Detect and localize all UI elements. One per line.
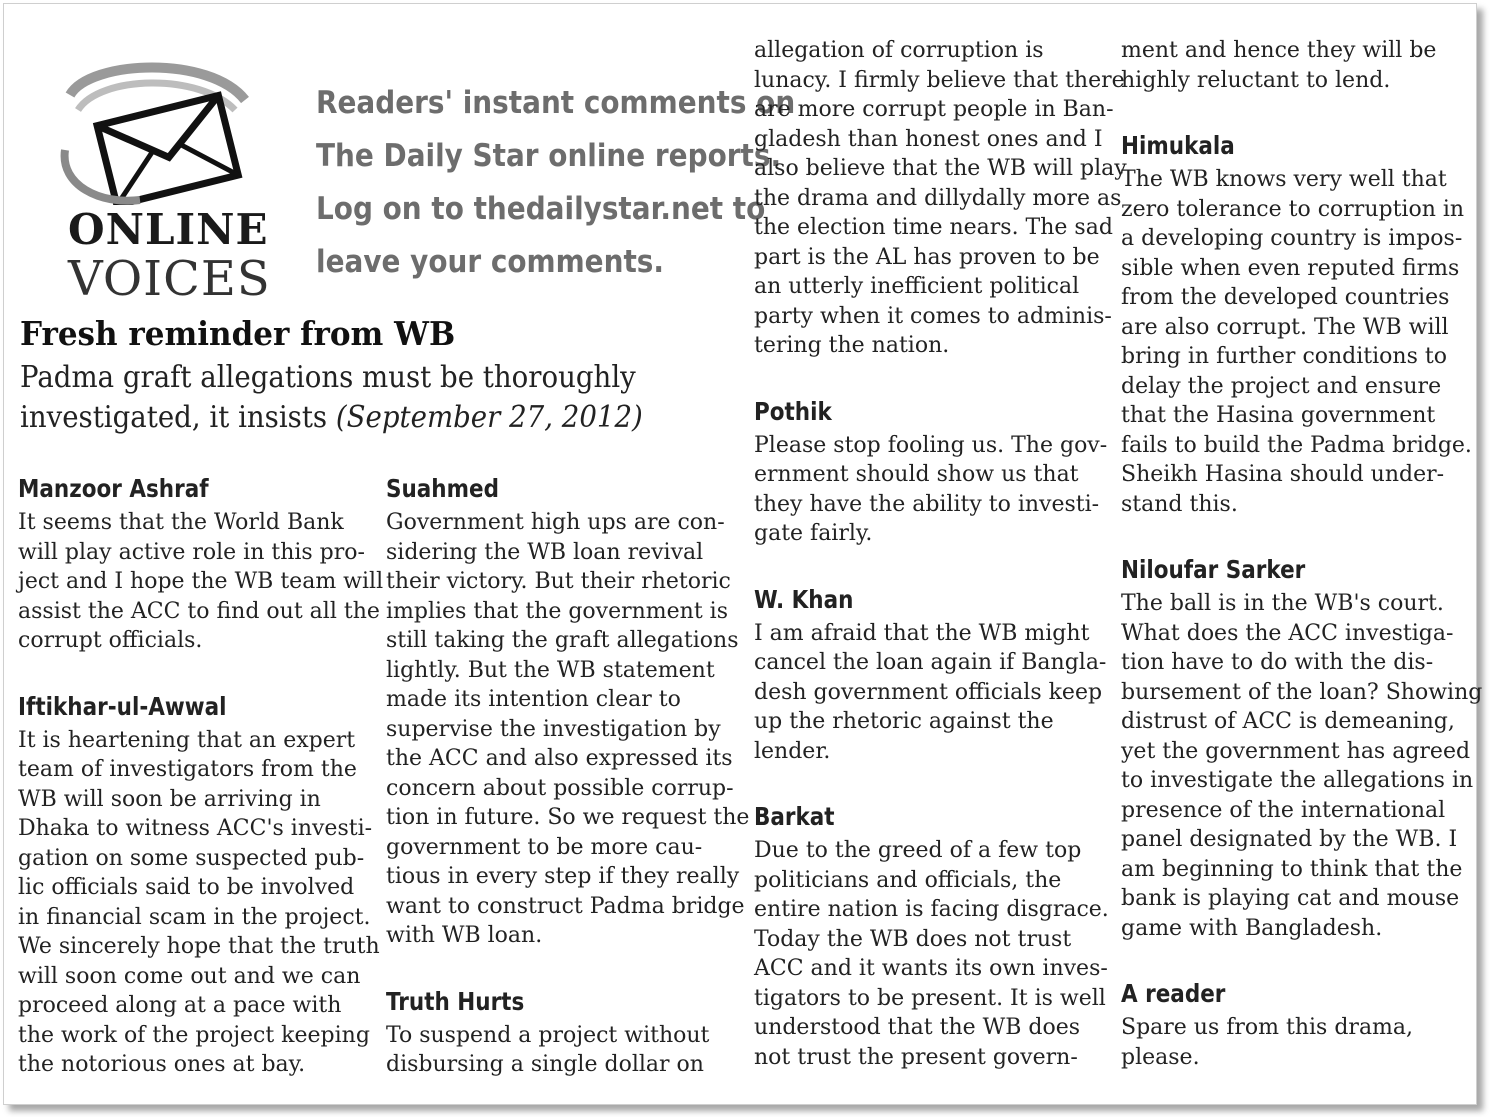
text-line: the notorious ones at bay. bbox=[18, 1052, 306, 1077]
text-line: tious in every step if they really bbox=[386, 864, 740, 889]
text-line: lender. bbox=[754, 738, 831, 764]
text-line: Spare us from this drama, bbox=[1121, 1015, 1414, 1040]
comment bbox=[18, 691, 380, 1080]
text-line: made its intention clear to bbox=[386, 687, 681, 712]
text-line: bank is playing cat and mouse bbox=[1121, 886, 1460, 911]
comment bbox=[754, 396, 1108, 549]
text-line: presence of the international bbox=[1121, 797, 1446, 823]
comment-text bbox=[754, 431, 1108, 549]
text-line: distrust of ACC is demeaning, bbox=[1121, 709, 1455, 734]
text-line: lic officials said to be involved bbox=[18, 875, 355, 900]
commenter-name: Barkat bbox=[754, 802, 835, 831]
comment-text bbox=[386, 508, 750, 951]
text-line: allegation of corruption is bbox=[754, 38, 1044, 63]
text-line: from the developed countries bbox=[1121, 285, 1450, 310]
text-line: ACC and it wants its own inves- bbox=[754, 956, 1108, 981]
text-line: want to construct Padma bridge bbox=[386, 893, 745, 919]
text-line: lunacy. I firmly believe that there bbox=[754, 67, 1125, 93]
text-line: to investigate the allegations in bbox=[1121, 768, 1474, 793]
text-line: part is the AL has proven to be bbox=[754, 244, 1100, 270]
column-3 bbox=[754, 36, 1127, 1108]
column-4 bbox=[1121, 36, 1483, 1108]
subhead bbox=[20, 358, 682, 438]
commenter-name: Pothik bbox=[754, 396, 832, 426]
text-line: zero tolerance to corruption in bbox=[1121, 196, 1465, 222]
text-line: I am afraid that the WB might bbox=[754, 620, 1090, 646]
text-line: highly reluctant to lend. bbox=[1121, 67, 1391, 93]
text-line: team of investigators from the bbox=[18, 757, 357, 782]
comment bbox=[1121, 979, 1466, 1072]
text-line: tering the nation. bbox=[754, 333, 950, 358]
text-line: will soon come out and we can bbox=[18, 963, 361, 989]
logo-text-online: ONLINE bbox=[68, 205, 269, 254]
text-line: are also corrupt. The WB will bbox=[1121, 314, 1449, 340]
text-line: corrupt officials. bbox=[18, 628, 203, 653]
commenter-name: Iftikhar-ul-Awwal bbox=[18, 691, 227, 721]
text-line: The ball is in the WB's court. bbox=[1121, 591, 1444, 616]
text-line: ject and I hope the WB team will bbox=[18, 569, 384, 594]
text-line: the work of the project keeping bbox=[18, 1022, 370, 1048]
comment-text bbox=[754, 619, 1107, 767]
text-line: Government high ups are con- bbox=[386, 510, 725, 535]
promo-line: Log on to thedailystar.net to bbox=[316, 191, 766, 227]
text-line: cancel the loan again if Bangla- bbox=[754, 650, 1107, 675]
text-line: yet the government has agreed bbox=[1121, 738, 1471, 764]
text-line: proceed along at a pace with bbox=[18, 993, 342, 1018]
commenter-name: Niloufar Sarker bbox=[1121, 555, 1306, 584]
comment-text bbox=[754, 836, 1109, 1072]
text-line: party when it comes to adminis- bbox=[754, 303, 1112, 329]
text-line: Sheikh Hasina should under- bbox=[1121, 462, 1445, 487]
text-line: sidering the WB loan revival bbox=[386, 539, 704, 565]
comment-text bbox=[754, 36, 1127, 361]
promo-text bbox=[316, 77, 796, 289]
text-line: assist the ACC to find out all the bbox=[18, 598, 380, 624]
text-line: not trust the present govern- bbox=[754, 1044, 1078, 1070]
text-line: To suspend a project without bbox=[386, 1022, 710, 1048]
comment bbox=[18, 474, 384, 656]
text-line: with WB loan. bbox=[386, 923, 543, 948]
text-line: bursement of the loan? Showing bbox=[1121, 679, 1483, 705]
text-line: politicians and officials, the bbox=[754, 867, 1062, 893]
comment bbox=[754, 802, 1109, 1072]
online-voices-header bbox=[60, 55, 796, 307]
text-line: gation on some suspected pub- bbox=[18, 845, 365, 871]
column-2 bbox=[386, 474, 750, 1116]
text-line: It is heartening that an expert bbox=[18, 727, 356, 753]
text-line: Dhaka to witness ACC's investi- bbox=[18, 816, 373, 841]
commenter-name: Suahmed bbox=[386, 474, 499, 503]
text-line: panel designated by the WB. I bbox=[1121, 827, 1458, 852]
text-line: concern about possible corrup- bbox=[386, 775, 734, 801]
subhead-text: investigated, it insists bbox=[20, 400, 328, 435]
text-line: implies that the government is bbox=[386, 598, 729, 624]
text-line: fails to build the Padma bridge. bbox=[1121, 432, 1472, 458]
text-line: will play active role in this pro- bbox=[18, 539, 365, 565]
text-line: a developing country is impos- bbox=[1121, 226, 1463, 251]
text-line: up the rhetoric against the bbox=[754, 709, 1054, 734]
text-line: entire nation is facing disgrace. bbox=[754, 897, 1109, 922]
subhead-line-2 bbox=[20, 398, 682, 438]
text-line: are more corrupt people in Ban- bbox=[754, 97, 1114, 122]
text-line: the ACC and also expressed its bbox=[386, 746, 733, 771]
promo-line: leave your comments. bbox=[316, 244, 665, 280]
text-line: that the Hasina government bbox=[1121, 403, 1436, 428]
text-line: ment and hence they will be bbox=[1121, 38, 1437, 63]
comment-text bbox=[1121, 1013, 1466, 1072]
text-line: stand this. bbox=[1121, 491, 1238, 517]
text-line: their victory. But their rhetoric bbox=[386, 569, 731, 594]
text-line: the election time nears. The sad bbox=[754, 215, 1113, 240]
comment-text bbox=[1121, 589, 1483, 943]
text-line: ernment should show us that bbox=[754, 462, 1079, 487]
text-line: supervise the investigation by bbox=[386, 716, 721, 742]
subhead-line-1: Padma graft allegations must be thoroughly bbox=[20, 360, 636, 395]
text-line: Due to the greed of a few top bbox=[754, 838, 1082, 863]
text-line: bring in further conditions to bbox=[1121, 344, 1447, 369]
comment bbox=[1121, 131, 1472, 519]
text-line: game with Bangladesh. bbox=[1121, 915, 1383, 941]
text-line: tion have to do with the dis- bbox=[1121, 650, 1434, 675]
text-line: tigators to be present. It is well bbox=[754, 985, 1106, 1011]
commenter-name: W. Khan bbox=[754, 584, 854, 614]
comment bbox=[386, 474, 750, 951]
commenter-name: Himukala bbox=[1121, 131, 1235, 160]
text-line: government to be more cau- bbox=[386, 834, 703, 860]
text-line: understood that the WB does bbox=[754, 1015, 1081, 1040]
text-line: Today the WB does not trust bbox=[754, 926, 1072, 952]
publish-date: (September 27, 2012) bbox=[335, 400, 643, 435]
text-line: am beginning to think that the bbox=[1121, 856, 1463, 882]
text-line: an utterly inefficient political bbox=[754, 274, 1080, 299]
comment bbox=[1121, 555, 1483, 943]
comment bbox=[386, 987, 736, 1080]
promo-line: The Daily Star online reports. bbox=[316, 138, 782, 174]
commenter-name: Manzoor Ashraf bbox=[18, 474, 209, 503]
logo-text-voices: VOICES bbox=[68, 251, 271, 307]
text-line: in financial scam in the project. bbox=[18, 904, 371, 930]
text-line: gate fairly. bbox=[754, 521, 873, 546]
text-line: Please stop fooling us. The gov- bbox=[754, 432, 1108, 458]
text-line: WB will soon be arriving in bbox=[18, 786, 321, 812]
text-line: tion in future. So we request the bbox=[386, 805, 750, 830]
comment-text bbox=[18, 726, 380, 1080]
text-line: still taking the graft allegations bbox=[386, 628, 739, 653]
text-line: sible when even reputed firms bbox=[1121, 255, 1460, 281]
text-line: disbursing a single dollar on bbox=[386, 1052, 704, 1077]
comment-text bbox=[1121, 36, 1466, 95]
text-line: also believe that the WB will play bbox=[754, 156, 1127, 181]
comment bbox=[754, 584, 1107, 767]
commenter-name: A reader bbox=[1121, 979, 1226, 1008]
text-line: What does the ACC investiga- bbox=[1121, 620, 1454, 646]
continued-comment bbox=[754, 36, 1127, 361]
comment-text bbox=[18, 508, 384, 656]
text-line: gladesh than honest ones and I bbox=[754, 126, 1103, 152]
text-line: they have the ability to investi- bbox=[754, 491, 1100, 517]
text-line: the drama and dillydally more as bbox=[754, 185, 1122, 211]
text-line: We sincerely hope that the truth bbox=[18, 934, 380, 959]
text-line: It seems that the World Bank bbox=[18, 510, 344, 535]
headline: Fresh reminder from WB bbox=[20, 314, 456, 353]
online-voices-logo bbox=[60, 55, 271, 307]
text-line: lightly. But the WB statement bbox=[386, 657, 715, 683]
text-line: desh government officials keep bbox=[754, 679, 1103, 705]
envelope-icon bbox=[60, 55, 260, 205]
commenter-name: Truth Hurts bbox=[386, 986, 525, 1016]
promo-line: Readers' instant comments on bbox=[316, 85, 796, 121]
comment-text bbox=[386, 1021, 736, 1080]
column-1 bbox=[18, 474, 384, 1116]
comment-text bbox=[1121, 165, 1472, 519]
text-line: The WB knows very well that bbox=[1121, 167, 1447, 192]
text-line: delay the project and ensure bbox=[1121, 373, 1442, 399]
continued-comment bbox=[1121, 36, 1466, 95]
text-line: please. bbox=[1121, 1044, 1200, 1070]
